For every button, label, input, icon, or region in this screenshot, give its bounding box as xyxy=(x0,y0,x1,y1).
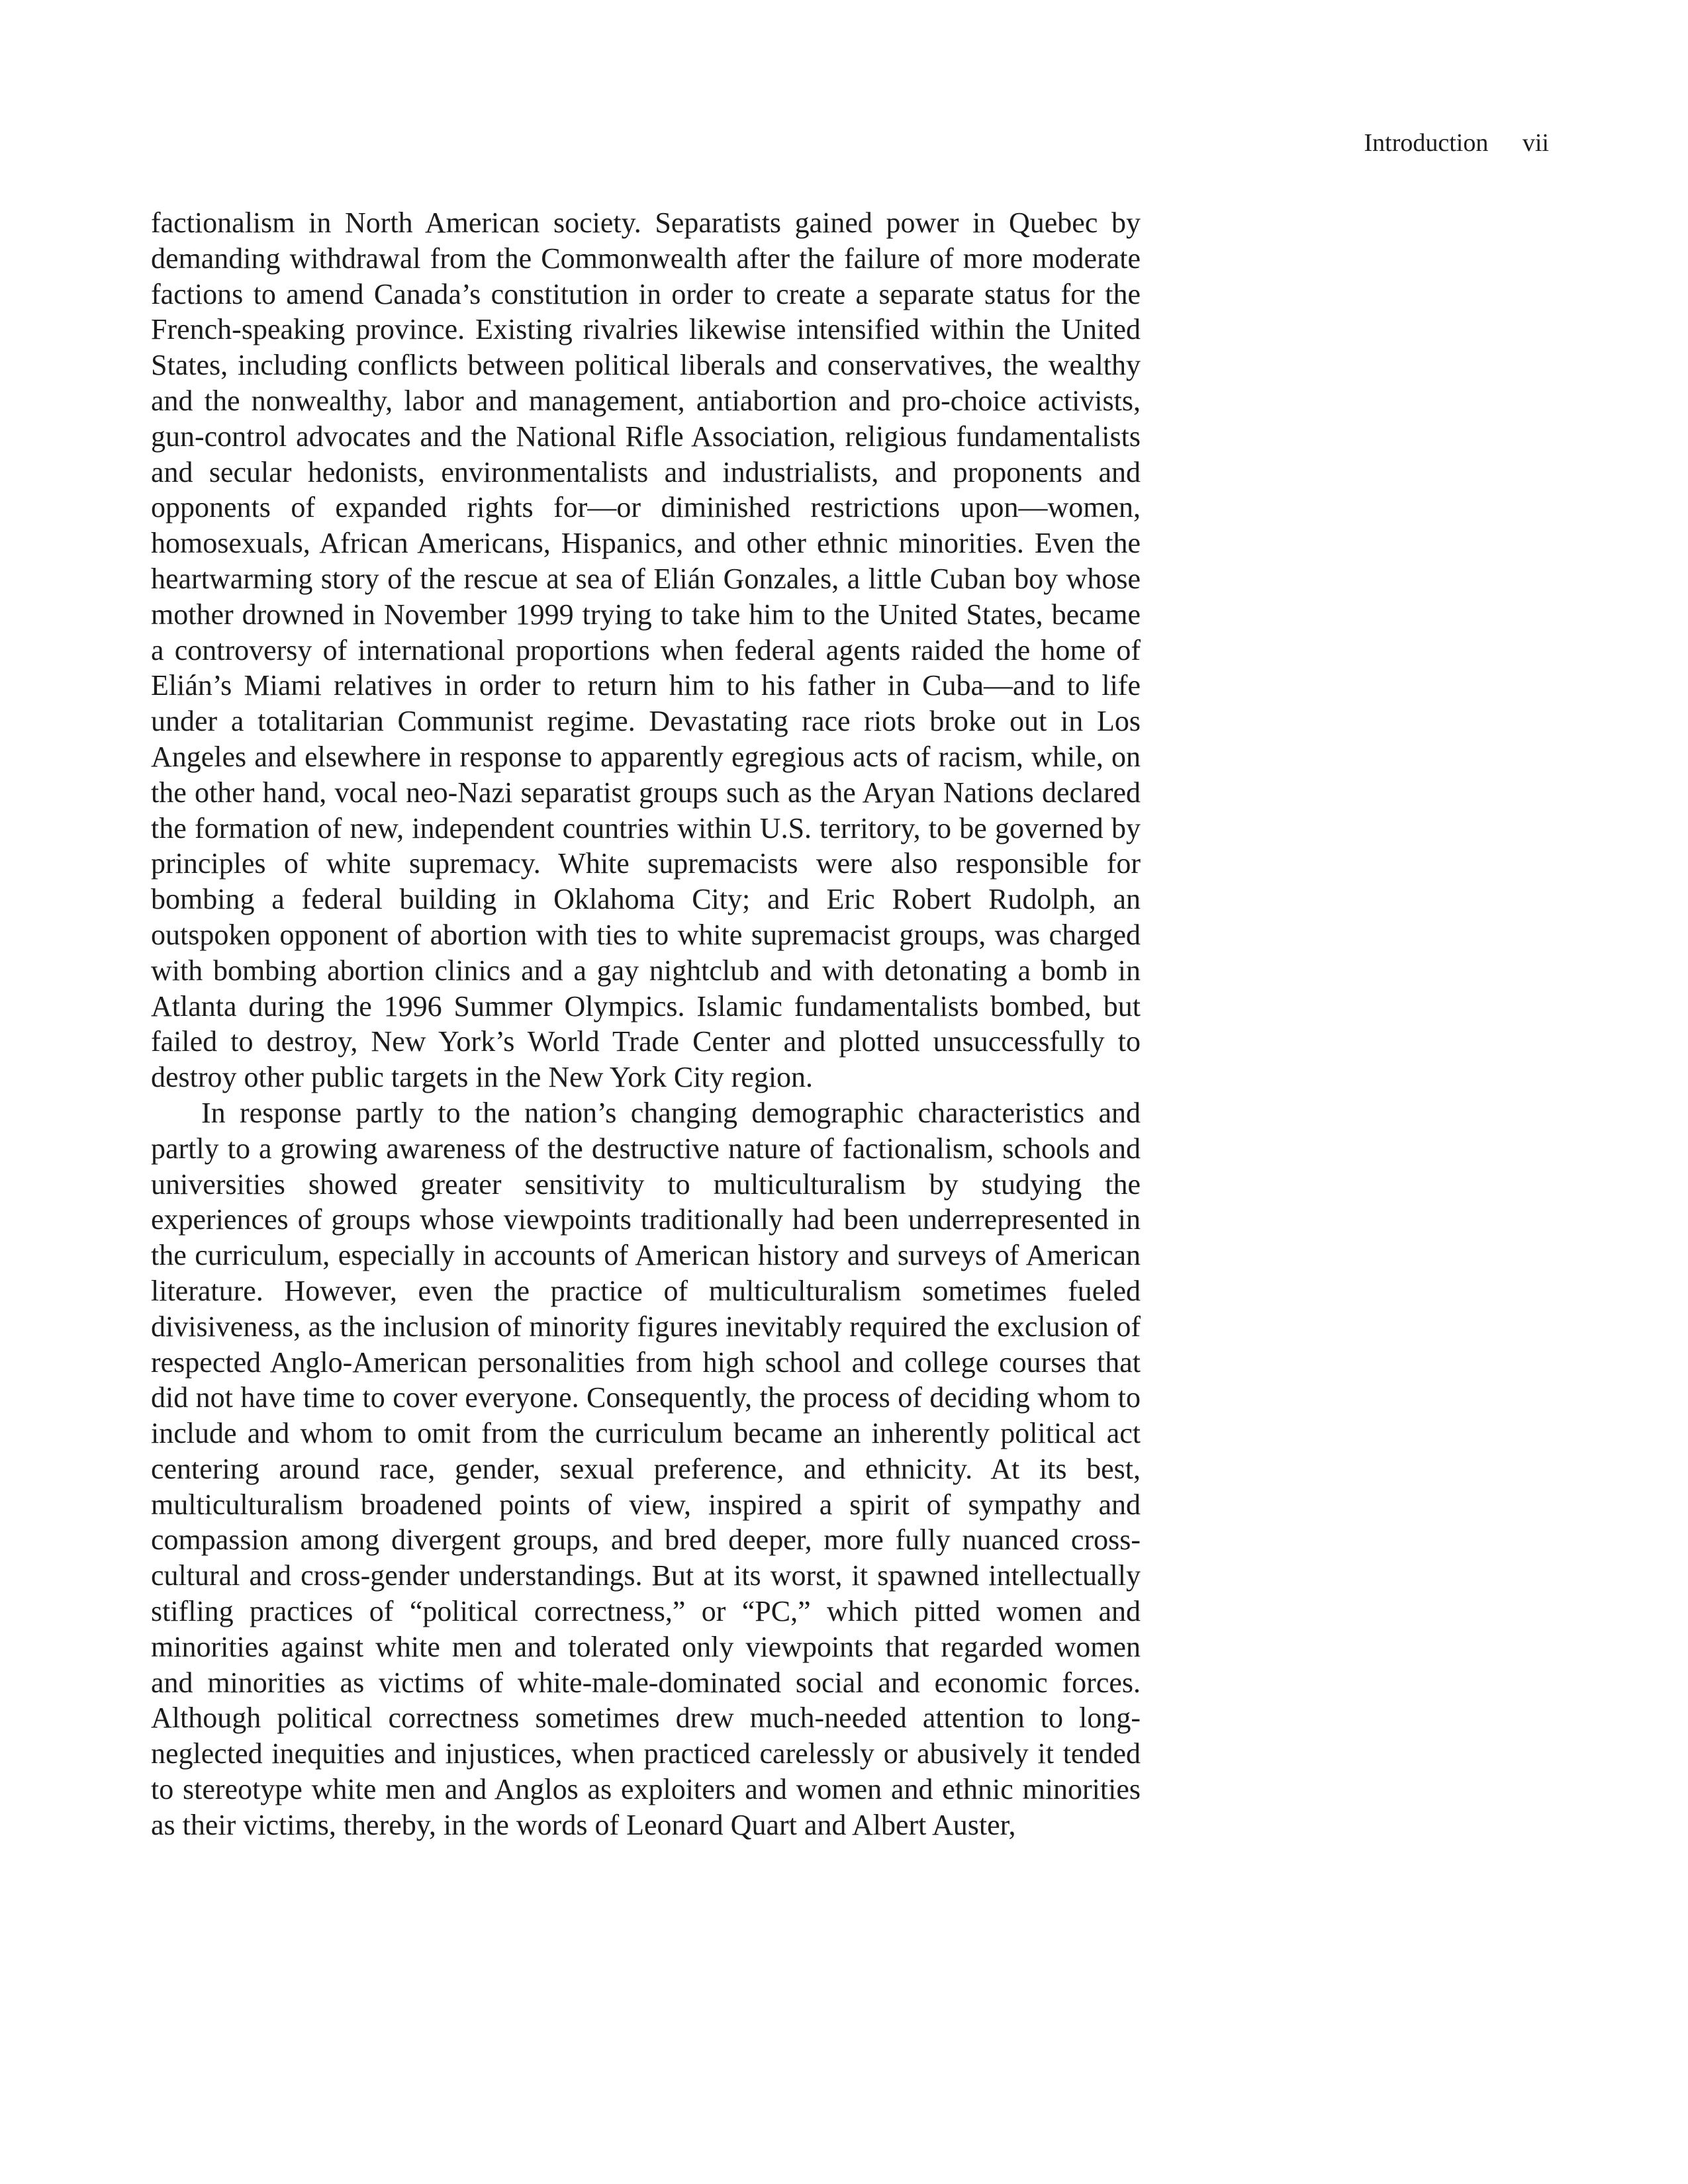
running-head-title: Introduction xyxy=(1364,129,1489,157)
body-text xyxy=(151,205,1141,1843)
paragraph: In response partly to the nation’s changing demographic characteristics and partly to a growing awareness of the destructive nature of factionalism, schools and universities showed greater sensitivity to multiculturalism by studying the experiences of groups whose viewpoints traditionally had been underrepresented in the curriculum, especially in accounts of American history and surveys of American literature. However, even the practice of multiculturalism sometimes fueled divisiveness, as the inclusion of minority figures inevitably required the exclusion of respected Anglo-American personalities from high school and college courses that did not have time to cover everyone. Consequently, the process of deciding whom to include and whom to omit from the curriculum became an inherently political act centering around race, gender, sexual preference, and ethnicity. At its best, multiculturalism broadened points of view, inspired a spirit of sympathy and compassion among divergent groups, and bred deeper, more fully nuanced cross-cultural and cross-gender understandings. But at its worst, it spawned intellectually stifling practices of “political correctness,” or “PC,” which pitted women and minorities against white men and tolerated only viewpoints that regarded women and minorities as victims of white-male-dominated social and economic forces. Although political correctness sometimes drew much-needed attention to long-neglected inequities and injustices, when practiced carelessly or abusively it tended to stereotype white men and Anglos as exploiters and women and ethnic minorities as their victims, thereby, in the words of Leonard Quart and Albert Auster, xyxy=(151,1096,1141,1841)
page-number: vii xyxy=(1522,129,1549,157)
running-head xyxy=(1364,126,1549,160)
paragraph: factionalism in North American society. Separatists gained power in Quebec by demanding withdrawal from the Commonwealth after the failure of more moderate factions to amend Canada’s constitution in order to create a separate status for the French-speaking province. Existing rivalries likewise intensified within the United States, including conflicts between political liberals and conservatives, the wealthy and the nonwealthy, labor and management, antiabortion and pro-choice activists, gun-control advocates and the National Rifle Association, religious fundamentalists and secular hedonists, environmentalists and industrialists, and proponents and opponents of expanded rights for—or diminished restrictions upon—women, homosexuals, African Americans, Hispanics, and other ethnic minorities. Even the heartwarming story of the rescue at sea of Elián Gonzales, a little Cuban boy whose mother drowned in November 1999 trying to take him to the United States, became a controversy of international proportions when federal agents raided the home of Elián’s Miami relatives in order to return him to his father in Cuba—and to life under a totalitarian Communist regime. Devastating race riots broke out in Los Angeles and elsewhere in response to apparently egregious acts of racism, while, on the other hand, vocal neo-Nazi separatist groups such as the Aryan Nations declared the formation of new, independent countries within U.S. territory, to be governed by principles of white supremacy. White supremacists were also responsible for bombing a federal building in Oklahoma City; and Eric Robert Rudolph, an outspoken opponent of abortion with ties to white supremacist groups, was charged with bombing abortion clinics and a gay nightclub and with detonating a bomb in Atlanta during the 1996 Summer Olympics. Islamic fundamentalists bombed, but failed to destroy, New York’s World Trade Center and plotted unsuccessfully to destroy other public targets in the New York City region. xyxy=(151,206,1141,1094)
